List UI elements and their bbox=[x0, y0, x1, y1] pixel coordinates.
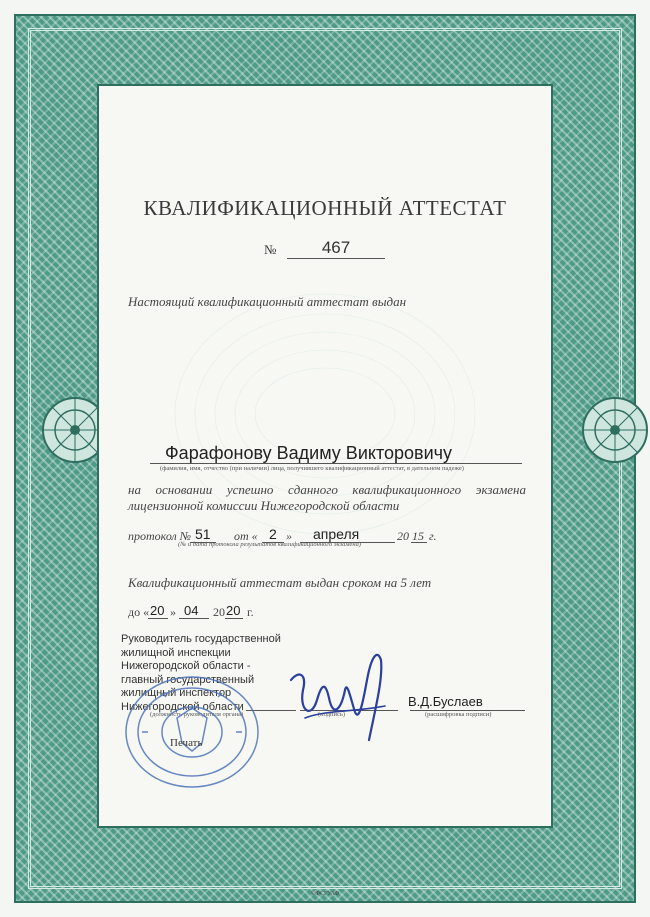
position-line: Нижегородской области bbox=[121, 700, 244, 713]
exam-basis-line-1: на основании успешно сданного квалификационного экзамена bbox=[128, 482, 526, 497]
valid-until-year-prefix: 20 bbox=[213, 605, 225, 619]
valid-until-suffix: г. bbox=[247, 605, 254, 619]
exam-basis-line-2: лицензионной комиссии Нижегородской области bbox=[128, 498, 400, 513]
signatory-name-note: (расшифровка подписи) bbox=[425, 711, 492, 718]
stamp-label: Печать bbox=[170, 737, 203, 749]
validity-text: Квалификационный аттестат выдан сроком на 5 лет bbox=[128, 575, 432, 590]
protocol-day: 2 bbox=[269, 526, 277, 542]
position-line: жилищный инспектор bbox=[121, 687, 232, 699]
position-line: жилищной инспекции bbox=[121, 646, 231, 659]
protocol-label: протокол № bbox=[128, 529, 192, 543]
valid-until-year-underline bbox=[225, 618, 243, 619]
protocol-month: апреля bbox=[313, 526, 360, 542]
protocol-number: 51 bbox=[195, 526, 211, 542]
document-title: КВАЛИФИКАЦИОННЫЙ АТТЕСТАТ bbox=[143, 196, 507, 220]
printer-mark: ©ФСГУАФ bbox=[310, 891, 340, 897]
protocol-year-prefix: 20 bbox=[397, 529, 409, 543]
valid-until-year: 20 bbox=[226, 603, 241, 618]
position-line: Нижегородской области - bbox=[121, 660, 251, 672]
valid-until-label: до « bbox=[128, 605, 150, 619]
valid-until-day-underline bbox=[148, 618, 168, 619]
number-sign: № bbox=[264, 242, 277, 257]
holder-name-underline bbox=[150, 463, 522, 464]
protocol-note: (№ и дата протокола результатов квалификационного экзамена) bbox=[178, 541, 361, 548]
position-line: Руководитель государственной bbox=[121, 633, 281, 645]
official-stamp bbox=[122, 673, 262, 791]
protocol-line bbox=[128, 526, 548, 549]
number-underline bbox=[287, 258, 385, 259]
protocol-from: от « bbox=[234, 529, 258, 543]
position-line: главный государственный bbox=[121, 673, 255, 686]
certificate-number: 467 bbox=[321, 238, 351, 257]
issued-to-label: Настоящий квалификационный аттестат выдан bbox=[128, 294, 407, 309]
holder-name: Фарафонову Вадиму Викторовичу bbox=[165, 443, 453, 463]
valid-until-quote-close: » bbox=[170, 605, 176, 619]
right-rosette-ornament bbox=[580, 395, 650, 465]
protocol-quote-close: » bbox=[286, 529, 292, 543]
valid-until-month-underline bbox=[179, 618, 209, 619]
signature-note: (подпись) bbox=[318, 711, 345, 718]
protocol-year-underline bbox=[411, 542, 427, 543]
holder-name-note: (фамилия, имя, отчество (при наличии) лица, получившего квалификационный аттестат, в дательном падеже) bbox=[160, 465, 464, 472]
protocol-year: 15 bbox=[412, 529, 424, 543]
position-note: (должность руководителя органа) bbox=[150, 711, 244, 718]
handwritten-signature bbox=[285, 640, 395, 750]
valid-until-day: 20 bbox=[150, 603, 165, 618]
valid-until-month: 04 bbox=[184, 603, 199, 618]
valid-until-line bbox=[128, 605, 328, 623]
protocol-year-suffix: г. bbox=[429, 529, 437, 543]
signatory-name: В.Д.Буслаев bbox=[408, 694, 483, 709]
